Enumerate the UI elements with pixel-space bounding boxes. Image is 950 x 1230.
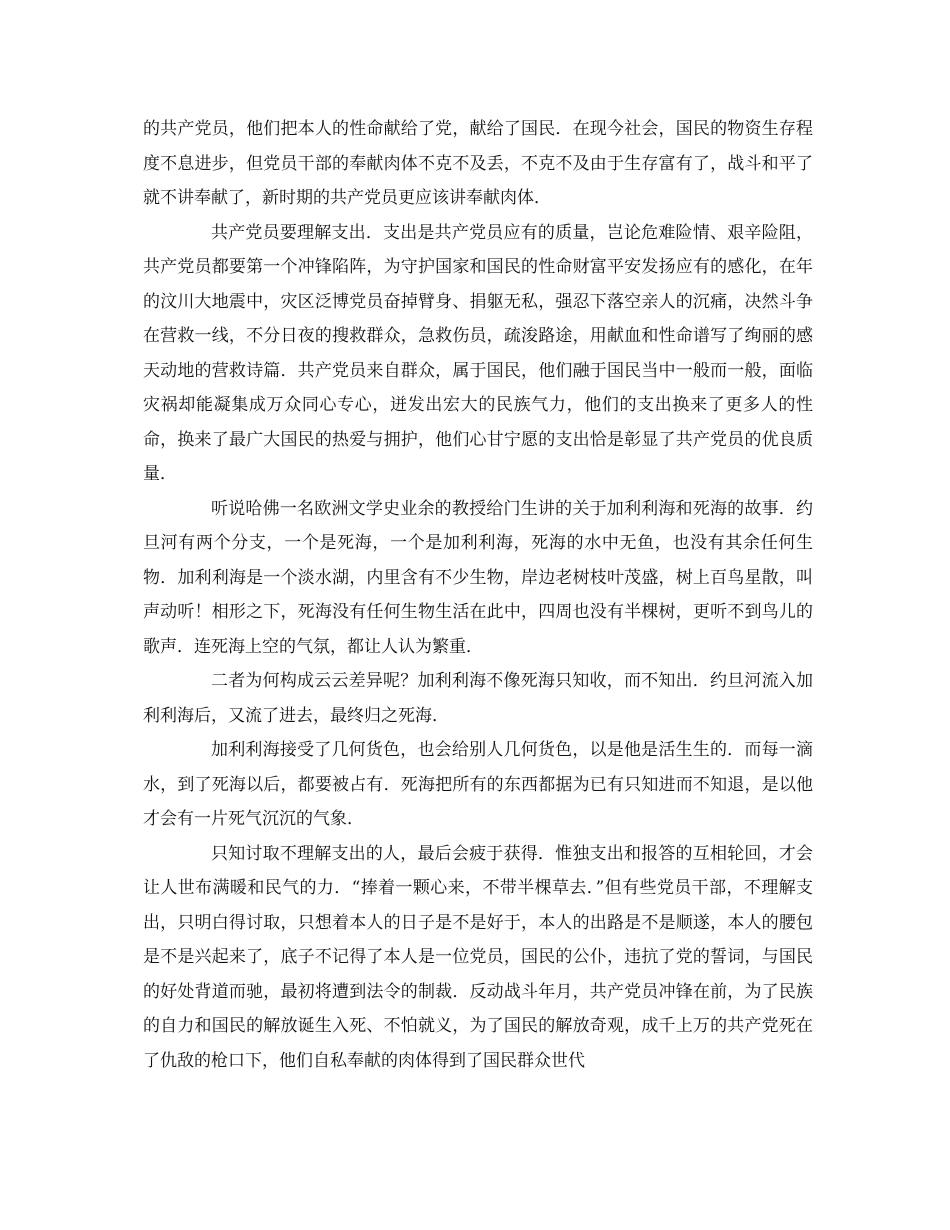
paragraph-continuation: 的共产党员，他们把本人的性命献给了党，献给了国民．在现今社会，国民的物资生存程度不息进步，但党员干部的奉献肉体不克不及丢，不克不及由于生存富有了，战斗和平了就不讲奉献了，新时期的共产党员更应该讲奉献肉体． <box>143 119 813 208</box>
paragraph-understanding-giving: 共产党员要理解支出．支出是共产党员应有的质量，岂论危难险情、艰辛险阻，共产党员都要第一个冲锋陷阵，为守护国家和国民的性命财富平安发扬应有的感化，在年的汶川大地震中，灾区泛博党员奋掉臂身、捐躯无私，强忍下落空亲人的沉痛，决然斗争在营救一线，不分日夜的搜救群众，急救伤员，疏浚路途，用献血和性命谱写了绚丽的感天动地的营救诗篇．共产党员来自群众，属于国民，他们融于国民当中一般而一般，面临灾祸却能凝集成万众同心专心，迸发出宏大的民族气力，他们的支出换来了更多人的性命，换来了最广大国民的热爱与拥护，他们心甘宁愿的支出恰是彰显了共产党员的优良质量． <box>143 222 813 484</box>
paragraph-only-taking: 只知讨取不理解支出的人，最后会疲于获得．惟独支出和报答的互相轮回，才会让人世布满暖和民气的力．“捧着一颗心来，不带半棵草去．”但有些党员干部，不理解支出，只明白得讨取，只想着本人的日子是不是好于，本人的出路是不是顺遂，本人的腰包是不是兴起来了，底子不记得了本人是一位党员，国民的公仆，违抗了党的誓词，与国民的好处背道而驰，最初将遭到法令的制裁．反动战斗年月，共产党员冲锋在前，为了民族的自力和国民的解放诞生入死、不怕就义，为了国民的解放奇观，成千上万的共产党死在了仇敌的枪口下，他们自私奉献的肉体得到了国民群众世代 <box>143 843 813 1071</box>
paragraph-galilee-gives: 加利利海接受了几何货色，也会给别人几何货色，以是他是活生生的．而每一滴水，到了死海以后，都要被占有．死海把所有的东西都据为已有只知进而不知退，是以他才会有一片死气沉沉的气象． <box>143 740 813 829</box>
document-body <box>143 112 813 1078</box>
paragraph-galilee-dead-sea-story: 听说哈佛一名欧洲文学史业余的教授给门生讲的关于加利利海和死海的故事．约旦河有两个分支，一个是死海，一个是加利利海，死海的水中无鱼，也没有其余任何生物．加利利海是一个淡水湖，内里含有不少生物，岸边老树枝叶茂盛，树上百鸟星散，叫声动听！相形之下，死海没有任何生物生活在此中，四周也没有半棵树，更听不到鸟儿的歌声．连死海上空的气氛，都让人认为繁重． <box>143 498 813 657</box>
paragraph-why-difference: 二者为何构成云云差异呢？加利利海不像死海只知收，而不知出．约旦河流入加利利海后，又流了进去，最终归之死海． <box>143 671 813 726</box>
